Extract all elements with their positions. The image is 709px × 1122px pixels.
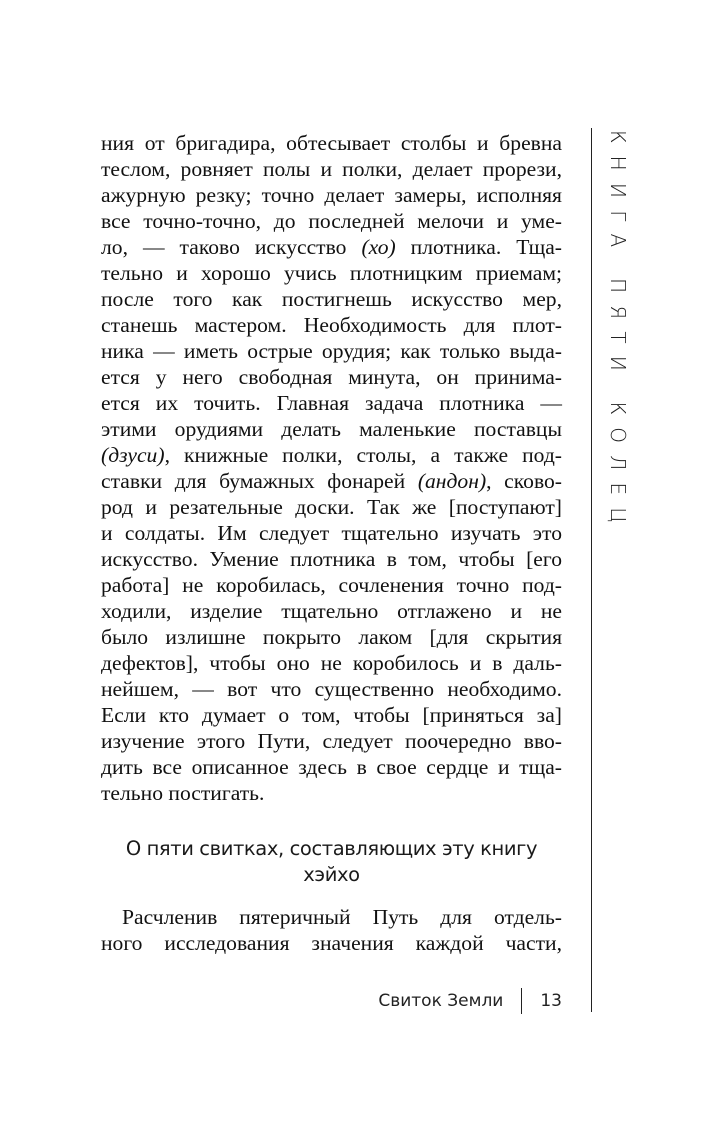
- text-run: все точно-точно, до последней мелочи и уме-: [101, 209, 562, 233]
- text-run: ло, — таково искусство: [101, 235, 362, 259]
- body-line: [101, 520, 562, 546]
- body-line: [101, 624, 562, 650]
- book-title-text: КНИГА ПЯТИ КОЛЕЦ: [606, 130, 630, 536]
- body-line: [101, 728, 562, 754]
- footer-separator: [521, 988, 522, 1014]
- body-line: [101, 364, 562, 390]
- text-run: работа] не коробилась, сочленения точно под-: [101, 573, 562, 597]
- body-line: [101, 260, 562, 286]
- body-line: [101, 702, 562, 728]
- body-line: [101, 234, 562, 260]
- body-text: [101, 130, 562, 806]
- body-line: [101, 208, 562, 234]
- text-run: род и резательные доски. Так же [поступают]: [101, 495, 562, 519]
- text-run: после того как постигнешь искусство мер,: [101, 287, 562, 311]
- text-run: и солдаты. Им следует тщательно изучать это: [101, 521, 562, 545]
- body-line: [101, 598, 562, 624]
- italic-term: (дзуси): [101, 443, 165, 467]
- body-line: [101, 780, 562, 806]
- text-run: изучение этого Пути, следует поочередно вво-: [101, 729, 562, 753]
- body-line: [101, 130, 562, 156]
- body-line: [101, 676, 562, 702]
- text-run: тельно постигать.: [101, 781, 265, 805]
- book-title-vertical: [604, 130, 630, 536]
- text-run: ется их точить. Главная задача плотника —: [101, 391, 562, 415]
- text-run: ника — иметь острые орудия; как только выда-: [101, 339, 562, 363]
- italic-term: (хо): [361, 235, 396, 259]
- text-run: этими орудиями делать маленькие поставцы: [101, 417, 562, 441]
- body-line: [101, 494, 562, 520]
- text-run: ется у него свободная минута, он принима-: [101, 365, 562, 389]
- body-line: [101, 546, 562, 572]
- body-line: [101, 156, 562, 182]
- text-run: Если кто думает о том, чтобы [приняться за]: [101, 703, 562, 727]
- text-run: теслом, ровняет полы и полки, делает прорези,: [101, 157, 562, 181]
- body-line: [101, 390, 562, 416]
- running-chapter-title: Свиток Земли: [378, 991, 504, 1011]
- margin-rule: [591, 128, 592, 1012]
- text-run: станешь мастером. Необходимость для плот-: [101, 313, 562, 337]
- body-line: [101, 286, 562, 312]
- text-run: дить все описанное здесь в свое сердце и тща-: [101, 755, 562, 779]
- text-run: искусство. Умение плотника в том, чтобы [его: [101, 547, 562, 571]
- paragraph-2-line: Расчленив пятеричный Путь для отдель-: [122, 905, 562, 929]
- text-run: тельно и хорошо учись плотницким приемам;: [101, 261, 562, 285]
- body-line: [101, 338, 562, 364]
- paragraph-2: [101, 904, 562, 956]
- text-run: , книжные полки, столы, а также под-: [164, 443, 562, 467]
- body-line: [101, 416, 562, 442]
- page-footer: [378, 988, 562, 1014]
- italic-term: (андон): [417, 469, 487, 493]
- text-run: ходили, изделие тщательно отглажено и не: [101, 599, 562, 623]
- section-heading-line-2: хэйхо: [303, 863, 360, 886]
- paragraph-2-line: ного исследования значения каждой части,: [101, 931, 562, 955]
- text-run: дефектов], чтобы оно не коробилось и в даль-: [101, 651, 562, 675]
- text-run: ажурную резку; точно делает замеры, исполняя: [101, 183, 562, 207]
- body-line: [101, 650, 562, 676]
- section-heading-line-1: О пяти свитках, составляющих эту книгу: [125, 837, 538, 860]
- body-line: [101, 468, 562, 494]
- text-run: нейшем, — вот что существенно необходимо.: [101, 677, 562, 701]
- text-run: плотника. Тща-: [395, 235, 562, 259]
- text-run: ставки для бумажных фонарей: [101, 469, 418, 493]
- page-number: 13: [540, 991, 562, 1011]
- text-run: , сково-: [486, 469, 562, 493]
- body-line: [101, 182, 562, 208]
- body-line: [101, 442, 562, 468]
- body-line: [101, 312, 562, 338]
- text-run: было излишне покрыто лаком [для скрытия: [101, 625, 562, 649]
- body-line: [101, 754, 562, 780]
- text-run: ния от бригадира, обтесывает столбы и бревна: [101, 131, 562, 155]
- body-line: [101, 572, 562, 598]
- section-heading: [101, 836, 562, 888]
